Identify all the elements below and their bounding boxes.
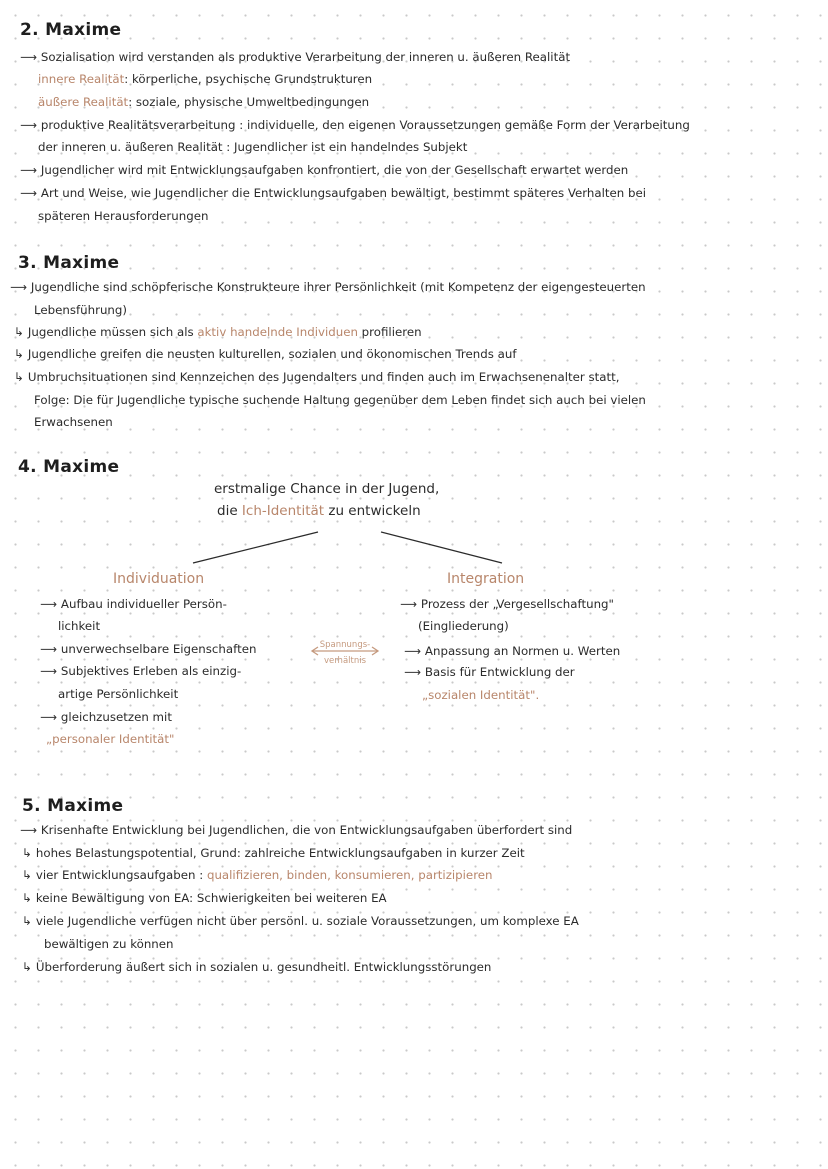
column-head-integration: Integration — [447, 571, 525, 587]
integration-item: „sozialen Identität". — [422, 688, 540, 702]
m5-line-3: ↳ vier Entwicklungsaufgaben : qualifizieren, binden, konsumieren, partizipieren — [22, 868, 493, 882]
arrow-right-icon: ⟶ — [40, 664, 57, 678]
branch-line-right — [381, 532, 502, 563]
m3-line-1: ⟶ Jugendliche sind schöpferische Konstrukteure ihrer Persönlichkeit (mit Kompetenz der eigengesteuerten — [10, 280, 646, 294]
arrow-right-icon: ⟶ — [20, 823, 37, 837]
m3-line-3: ↳ Jugendliche müssen sich als aktiv handelnde Individuen profilieren — [14, 325, 422, 339]
m2-line-5: der inneren u. äußeren Realität : Jugendlicher ist ein handelndes Subjekt — [38, 140, 468, 154]
m2-line-3: äußere Realität: soziale, physische Umweltbedingungen — [38, 95, 370, 109]
arrow-right-icon: ⟶ — [20, 118, 37, 132]
individuation-item: ⟶ unverwechselbare Eigenschaften — [40, 642, 257, 656]
arrow-right-icon: ⟶ — [20, 50, 37, 64]
m3-line-2: Lebensführung) — [34, 303, 127, 317]
hook-arrow-icon: ↳ — [22, 868, 32, 882]
arrow-right-icon: ⟶ — [20, 163, 37, 177]
hook-arrow-icon: ↳ — [14, 370, 24, 384]
section-title-maxime-4: 4. Maxime — [18, 457, 120, 477]
arrow-right-icon: ⟶ — [40, 710, 57, 724]
m3-line-5: ↳ Umbruchsituationen sind Kennzeichen des Jugendalters und finden auch im Erwachsenenalter statt, — [14, 370, 620, 384]
highlight-term: aktiv handelnde Individuen — [197, 325, 358, 339]
hook-arrow-icon: ↳ — [22, 846, 32, 860]
section-title-maxime-3: 3. Maxime — [18, 253, 120, 273]
arrow-right-icon: ⟶ — [404, 644, 421, 658]
hook-arrow-icon: ↳ — [14, 325, 24, 339]
hook-arrow-icon: ↳ — [22, 914, 32, 928]
highlight-term: Ich-Identität — [241, 503, 325, 519]
m5-line-7: ↳ Überforderung äußert sich in sozialen u. gesundheitl. Entwicklungsstörungen — [22, 960, 492, 974]
integration-item: ⟶ Anpassung an Normen u. Werten — [404, 644, 621, 658]
hook-arrow-icon: ↳ — [14, 347, 24, 361]
individuation-item: ⟶ Subjektives Erleben als einzig- — [40, 664, 242, 678]
m2-line-7: ⟶ Art und Weise, wie Jugendlicher die Entwicklungsaufgaben bewältigt, bestimmt späteres Verhalten bei — [20, 186, 647, 200]
m3-line-7: Erwachsenen — [34, 415, 113, 429]
m2-line-6: ⟶ Jugendlicher wird mit Entwicklungsaufgaben konfrontiert, die von der Gesellschaft erwartet werden — [20, 163, 629, 177]
section-title-maxime-5: 5. Maxime — [22, 796, 124, 816]
highlight-term: äußere Realität — [38, 95, 129, 109]
individuation-item: artige Persönlichkeit — [58, 687, 179, 701]
highlight-term: innere Realität — [38, 72, 125, 86]
arrow-right-icon: ⟶ — [40, 642, 57, 656]
arrow-right-icon: ⟶ — [40, 597, 57, 611]
hook-arrow-icon: ↳ — [22, 960, 32, 974]
m5-line-6: bewältigen zu können — [44, 937, 174, 951]
m3-line-4: ↳ Jugendliche greifen die neusten kulturellen, sozialen und ökonomischen Trends auf — [14, 347, 517, 361]
arrow-right-icon: ⟶ — [400, 597, 417, 611]
relation-label-2: verhältnis — [323, 656, 367, 666]
m5-line-2: ↳ hohes Belastungspotential, Grund: zahlreiche Entwicklungsaufgaben in kurzer Zeit — [22, 846, 525, 860]
m5-line-5: ↳ viele Jugendliche verfügen nicht über persönl. u. soziale Voraussetzungen, um komplexe EA — [22, 914, 579, 928]
arrow-right-icon: ⟶ — [404, 665, 421, 679]
integration-item: (Eingliederung) — [418, 619, 509, 633]
section-title-maxime-2: 2. Maxime — [20, 20, 122, 40]
branch-line-left — [193, 532, 318, 563]
m5-line-4: ↳ keine Bewältigung von EA: Schwierigkeiten bei weiteren EA — [22, 891, 387, 905]
hook-arrow-icon: ↳ — [22, 891, 32, 905]
m2-line-4: ⟶ produktive Realitätsverarbeitung : individuelle, den eigenen Voraussetzungen gemäße Form der Verarbeitung — [20, 118, 690, 132]
m3-line-6: Folge: Die für Jugendliche typische suchende Haltung gegenüber dem Leben findet sich auch bei vielen — [34, 393, 646, 407]
m5-line-1: ⟶ Krisenhafte Entwicklung bei Jugendlichen, die von Entwicklungsaufgaben überfordert sind — [20, 823, 573, 837]
relation-label-1: Spannungs- — [319, 640, 371, 650]
m2-line-2: innere Realität: körperliche, psychische Grundstrukturen — [38, 72, 373, 86]
individuation-item: ⟶ gleichzusetzen mit — [40, 710, 172, 724]
highlight-term: qualifizieren, binden, konsumieren, partizipieren — [206, 868, 493, 882]
individuation-item: „personaler Identität" — [46, 732, 175, 746]
individuation-item: lichkeit — [58, 619, 101, 633]
arrow-right-icon: ⟶ — [20, 186, 37, 200]
individuation-item: ⟶ Aufbau individueller Persön- — [40, 597, 227, 611]
center-statement-line-1: erstmalige Chance in der Jugend, — [214, 481, 440, 497]
center-statement-line-2: die Ich-Identität zu entwickeln — [217, 503, 421, 519]
column-head-individuation: Individuation — [113, 571, 205, 587]
integration-item: ⟶ Basis für Entwicklung der — [404, 665, 575, 679]
m2-line-1: ⟶ Sozialisation wird verstanden als produktive Verarbeitung der inneren u. äußeren Realität — [20, 50, 571, 64]
arrow-right-icon: ⟶ — [10, 280, 27, 294]
integration-item: ⟶ Prozess der „Vergesellschaftung" — [400, 597, 614, 611]
m2-line-8: späteren Herausforderungen — [38, 209, 209, 223]
